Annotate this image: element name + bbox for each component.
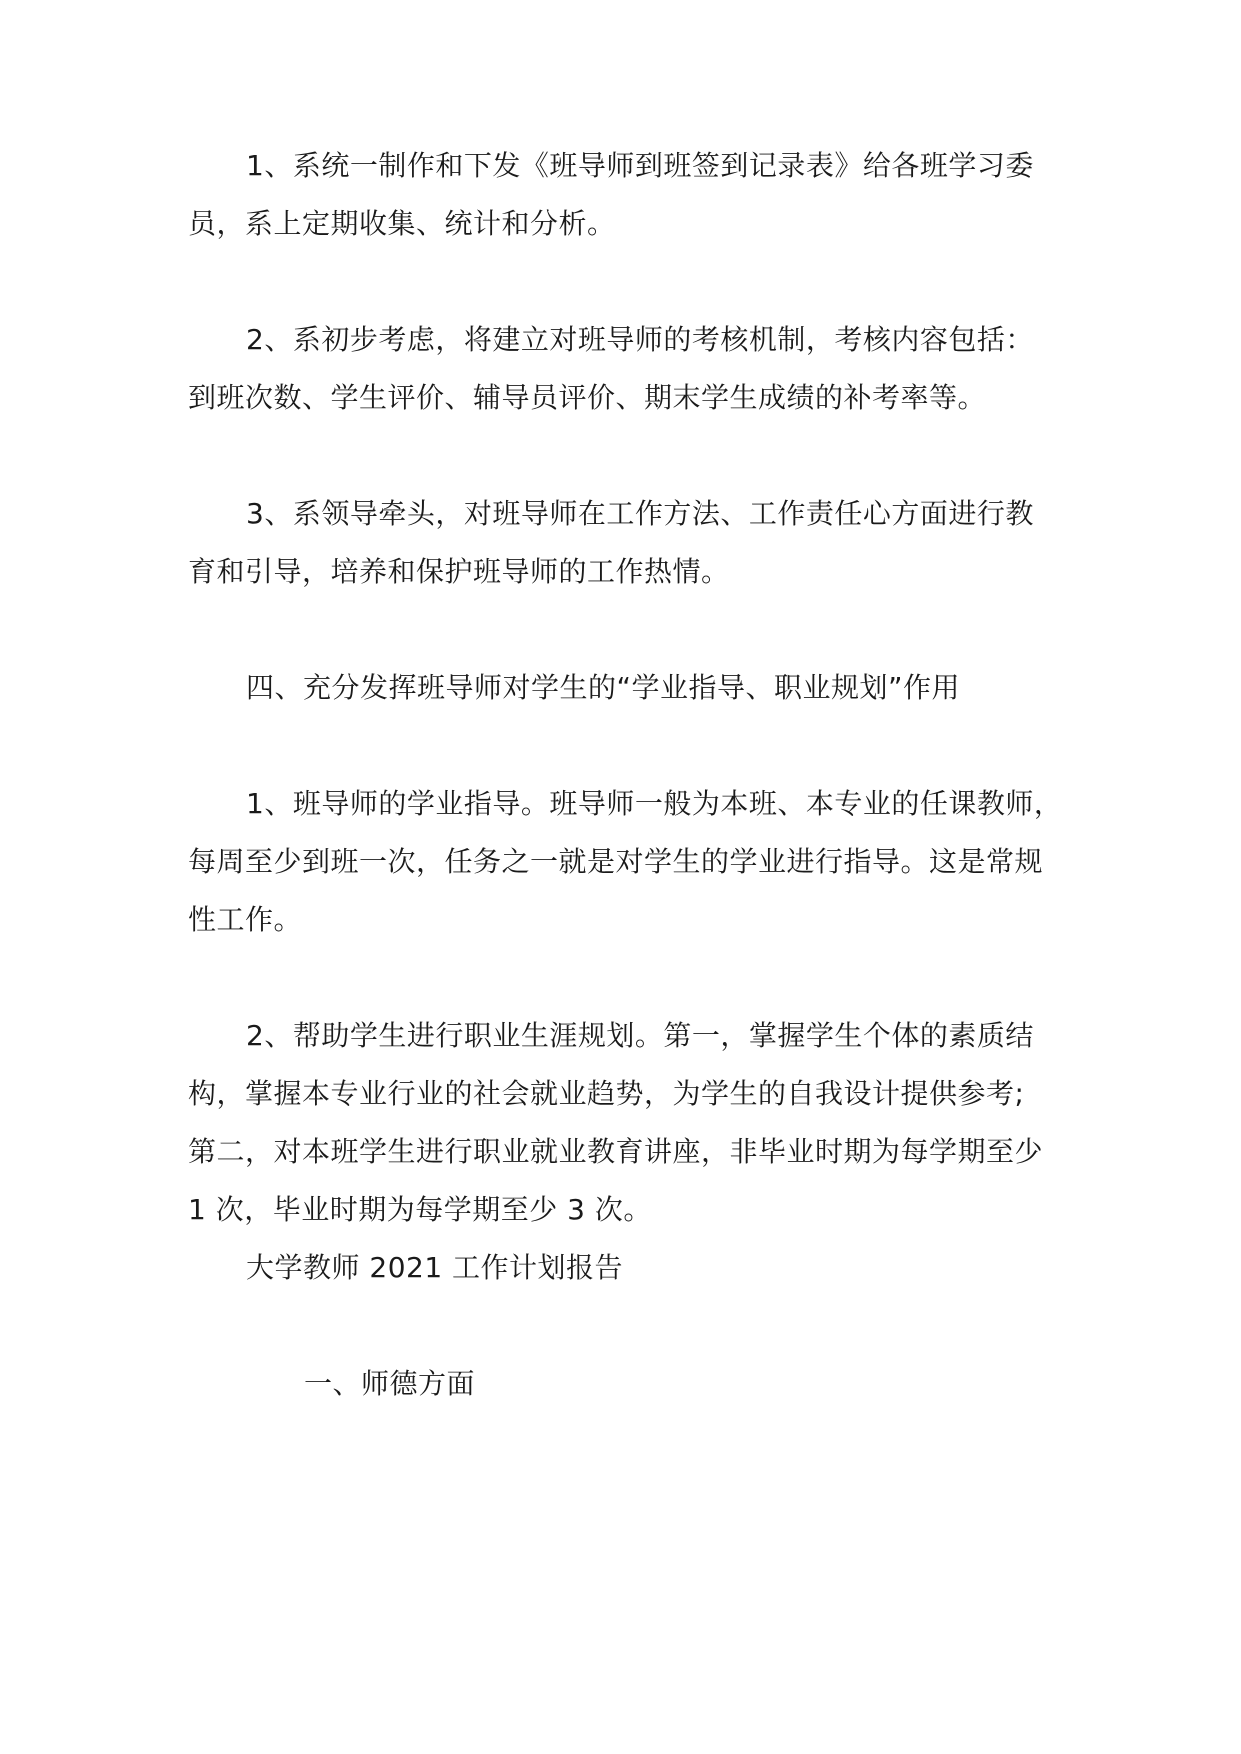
- paragraph-3-line-2: 育和引导，培养和保护班导师的工作热情。: [188, 555, 730, 588]
- paragraph-1-line-2: 员，系上定期收集、统计和分析。: [188, 207, 616, 240]
- section-heading-1: 一、师德方面: [304, 1367, 476, 1400]
- paragraph-6-line-1: 2、帮助学生进行职业生涯规划。第一，掌握学生个体的素质结: [246, 1019, 1034, 1052]
- document-title: 大学教师 2021 工作计划报告: [246, 1251, 624, 1284]
- paragraph-1-line-1: 1、系统一制作和下发《班导师到班签到记录表》给各班学习委: [246, 149, 1034, 182]
- paragraph-3-line-1: 3、系领导牵头，对班导师在工作方法、工作责任心方面进行教: [246, 497, 1034, 530]
- section-heading-4: 四、充分发挥班导师对学生的“学业指导、职业规划”作用: [246, 671, 961, 704]
- paragraph-6-line-2: 构，掌握本专业行业的社会就业趋势，为学生的自我设计提供参考;: [188, 1077, 1025, 1110]
- paragraph-5-line-2: 每周至少到班一次，任务之一就是对学生的学业进行指导。这是常规: [188, 845, 1044, 878]
- paragraph-6-line-3: 第二，对本班学生进行职业就业教育讲座，非毕业时期为每学期至少: [188, 1135, 1044, 1168]
- paragraph-2-line-1: 2、系初步考虑，将建立对班导师的考核机制，考核内容包括：: [246, 323, 1034, 356]
- paragraph-2-line-2: 到班次数、学生评价、辅导员评价、期末学生成绩的补考率等。: [188, 381, 987, 414]
- paragraph-5-line-3: 性工作。: [188, 903, 303, 936]
- paragraph-6-line-4: 1 次，毕业时期为每学期至少 3 次。: [188, 1193, 652, 1226]
- paragraph-5-line-1: 1、班导师的学业指导。班导师一般为本班、本专业的任课教师，: [246, 787, 1063, 820]
